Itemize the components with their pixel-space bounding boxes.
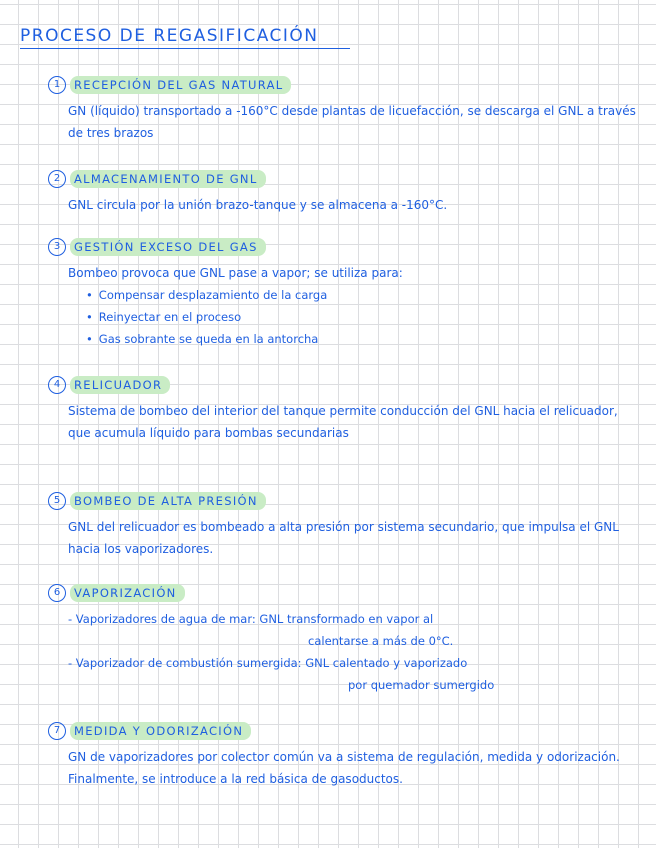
- section-body: GNL circula por la unión brazo-tanque y se almacena a -160°C.: [68, 198, 448, 212]
- section-body-text: Bombeo provoca que GNL pase a vapor; se utiliza para:: [68, 266, 403, 280]
- section-6: [48, 584, 638, 696]
- section-title: BOMBEO DE ALTA PRESIÓN: [70, 492, 266, 510]
- section-title: VAPORIZACIÓN: [70, 584, 185, 602]
- section-heading: [48, 238, 638, 260]
- section-number: 4: [48, 376, 66, 394]
- section-heading: [48, 376, 638, 398]
- section-7: [48, 722, 638, 790]
- section-number: 5: [48, 492, 66, 510]
- section-body: GN de vaporizadores por colector común va a sistema de regulación, medida y odorización. Finalmente, se introduce a la red básica de gasoductos.: [68, 750, 620, 786]
- section-title: MEDIDA Y ODORIZACIÓN: [70, 722, 251, 740]
- section-body: GN (líquido) transportado a -160°C desde plantas de licuefacción, se descarga el GNL a través de tres brazos: [68, 104, 636, 140]
- vaporizer-item-line: - Vaporizadores de agua de mar: GNL transformado en vapor al: [68, 612, 434, 626]
- section-number: 1: [48, 76, 66, 94]
- section-3: [48, 238, 638, 350]
- bullet-item: • Gas sobrante se queda en la antorcha: [86, 328, 636, 350]
- section-body: [68, 262, 636, 350]
- section-body: [68, 608, 636, 696]
- bullet-item: • Compensar desplazamiento de la carga: [86, 284, 636, 306]
- bullet-list: [68, 284, 636, 350]
- section-heading: [48, 722, 638, 744]
- section-body: Sistema de bombeo del interior del tanque permite conducción del GNL hacia el relicuador, que acumula líquido para bombas secundarias: [68, 404, 618, 440]
- section-title: GESTIÓN EXCESO DEL GAS: [70, 238, 266, 256]
- section-heading: [48, 492, 638, 514]
- section-4: [48, 376, 638, 444]
- section-title: ALMACENAMIENTO DE GNL: [70, 170, 266, 188]
- section-2: [48, 170, 638, 216]
- section-number: 6: [48, 584, 66, 602]
- section-body: GNL del relicuador es bombeado a alta presión por sistema secundario, que impulsa el GNL hacia los vaporizadores.: [68, 520, 619, 556]
- section-number: 2: [48, 170, 66, 188]
- section-heading: [48, 170, 638, 192]
- section-heading: [48, 76, 638, 98]
- section-number: 3: [48, 238, 66, 256]
- section-heading: [48, 584, 638, 606]
- section-title: RECEPCIÓN DEL GAS NATURAL: [70, 76, 291, 94]
- bullet-item: • Reinyectar en el proceso: [86, 306, 636, 328]
- title-underline: [20, 48, 350, 49]
- section-5: [48, 492, 638, 560]
- vaporizer-item-continuation: calentarse a más de 0°C.: [308, 634, 454, 648]
- page-title: PROCESO DE REGASIFICACIÓN: [20, 26, 319, 46]
- section-title: RELICUADOR: [70, 376, 170, 394]
- vaporizer-item-continuation: por quemador sumergido: [348, 678, 495, 692]
- vaporizer-item: [68, 652, 636, 696]
- section-number: 7: [48, 722, 66, 740]
- vaporizer-item: [68, 608, 636, 652]
- section-1: [48, 76, 638, 144]
- vaporizer-item-line: - Vaporizador de combustión sumergida: GNL calentado y vaporizado: [68, 656, 468, 670]
